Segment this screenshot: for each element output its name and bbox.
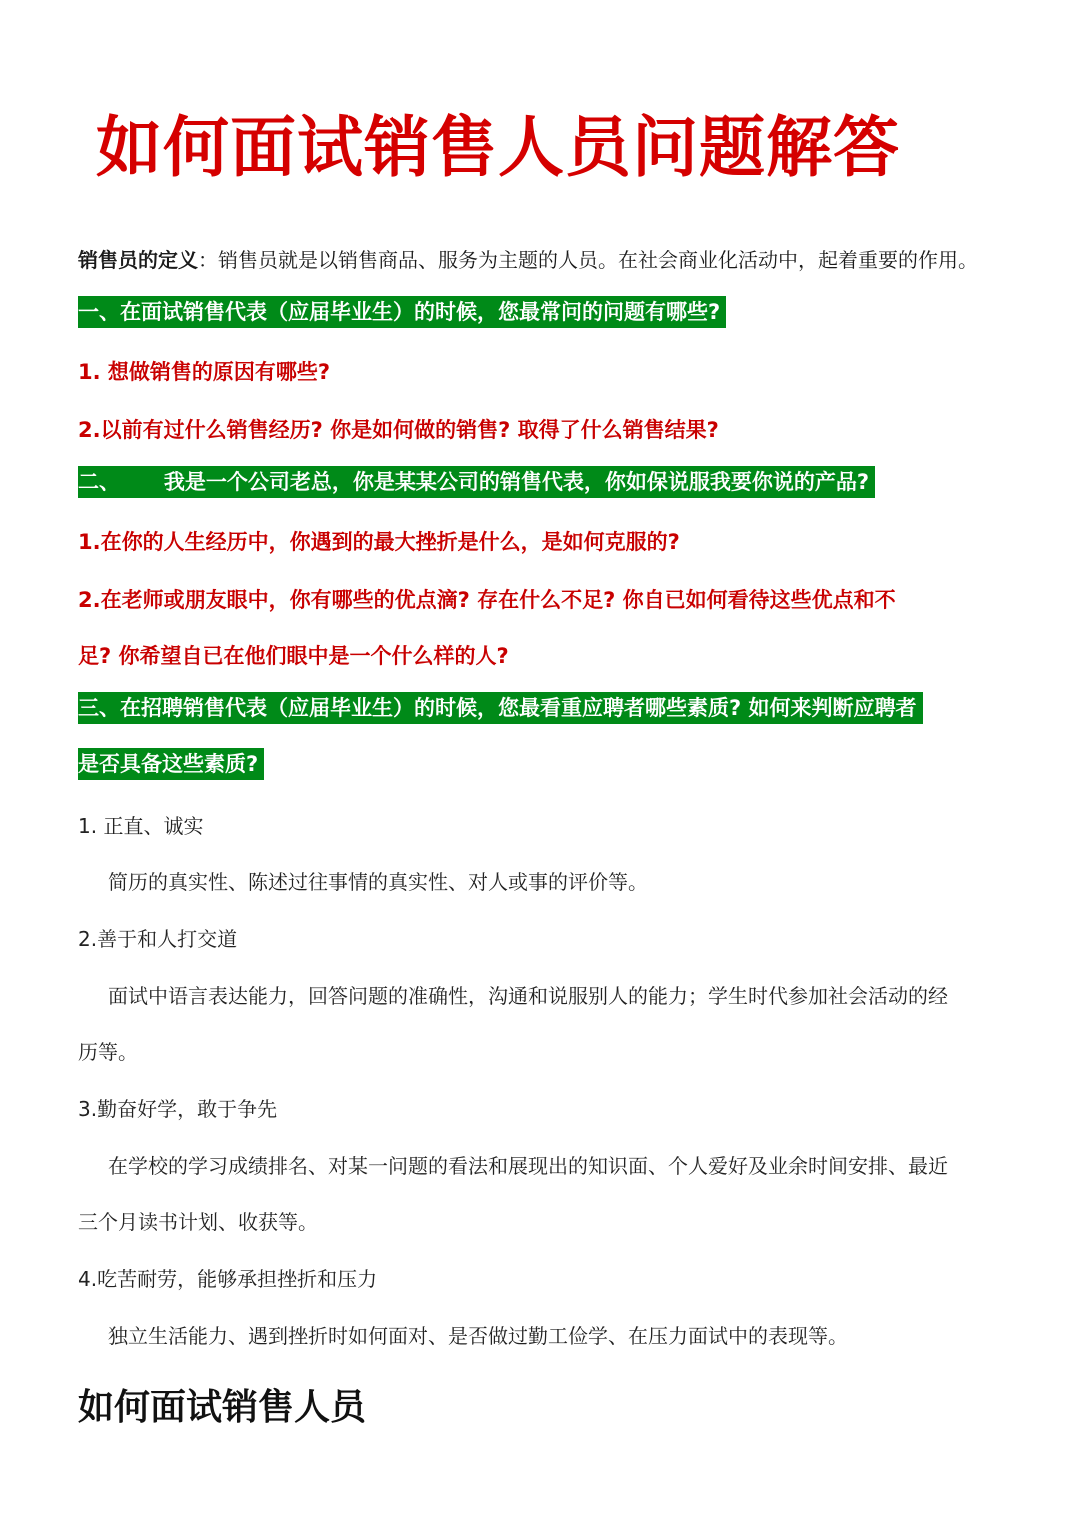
section2-question-2-line1: 2.在老师或朋友眼中，你有哪些的优点滴? 存在什么不足? 你自已如何看待这些优点和不: [78, 588, 896, 612]
quality-4-desc: 独立生活能力、遇到挫折时如何面对、是否做过勤工俭学、在压力面试中的表现等。: [108, 1324, 848, 1348]
definition-label: 销售员的定义: [78, 248, 198, 272]
section2-heading: 二、 我是一个公司老总，你是某某公司的销售代表，你如保说服我要你说的产品?: [78, 464, 875, 500]
quality-3-title: 3.勤奋好学，敢于争先: [78, 1097, 278, 1121]
quality-1-title: 1. 正直、诚实: [78, 814, 204, 838]
section1-heading: 一、在面试销售代表（应届毕业生）的时候，您最常问的问题有哪些?: [78, 294, 726, 330]
section1-question-1: 1. 想做销售的原因有哪些?: [78, 360, 331, 384]
quality-1-desc: 简历的真实性、陈述过往事情的真实性、对人或事的评价等。: [108, 870, 648, 894]
quality-3-desc-line1: 在学校的学习成绩排名、对某一问题的看法和展现出的知识面、个人爱好及业余时间安排、最近: [108, 1154, 948, 1178]
section3-heading-line1: 三、在招聘销售代表（应届毕业生）的时候，您最看重应聘者哪些素质? 如何来判断应聘者: [78, 690, 923, 726]
quality-4-title: 4.吃苦耐劳，能够承担挫折和压力: [78, 1267, 378, 1291]
subheading: 如何面试销售人员: [78, 1387, 367, 1428]
quality-2-desc-line2: 历等。: [78, 1040, 138, 1064]
section2-question-1: 1.在你的人生经历中，你遇到的最大挫折是什么，是如何克服的?: [78, 530, 680, 554]
quality-2-desc-line1: 面试中语言表达能力，回答问题的准确性，沟通和说服别人的能力；学生时代参加社会活动的经: [108, 984, 948, 1008]
definition-paragraph: [78, 244, 978, 276]
document-title: 如何面试销售人员问题解答: [96, 109, 900, 186]
section1-question-2: 2.以前有过什么销售经历? 你是如何做的销售? 取得了什么销售结果?: [78, 418, 719, 442]
section2-question-2-line2: 足? 你希望自已在他们眼中是一个什么样的人?: [78, 644, 509, 668]
definition-text: ：销售员就是以销售商品、服务为主题的人员。在社会商业化活动中，起着重要的作用。: [198, 248, 978, 272]
quality-2-title: 2.善于和人打交道: [78, 927, 238, 951]
section3-heading-line2: 是否具备这些素质?: [78, 746, 264, 782]
quality-3-desc-line2: 三个月读书计划、收获等。: [78, 1210, 318, 1234]
